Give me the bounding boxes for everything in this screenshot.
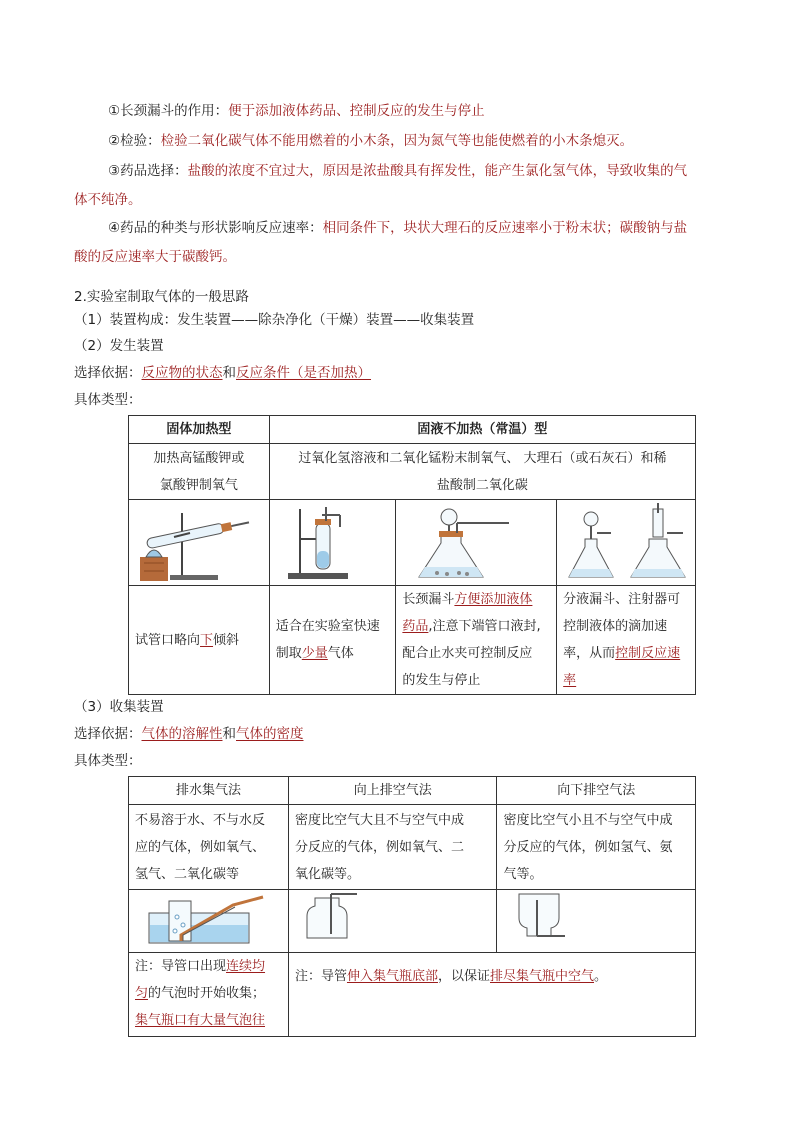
col-note-1-u1: 连续均 [226, 959, 266, 974]
gen-note-3-c: 配合止水夹可控制反应 [402, 646, 533, 661]
point-3-text-b: 体不纯净。 [74, 192, 142, 208]
gen-fig-1-cell [129, 500, 270, 586]
section-2-types-label: 具体类型： [74, 392, 142, 408]
col-note-2-b: ，以保证 [437, 969, 490, 984]
col-header-downward-air: 向下排空气法 [497, 777, 696, 805]
gen-note-1-b: 倾斜 [213, 632, 240, 648]
point-3-text-a: 盐酸的浓度不宜过大，原因是浓盐酸具有挥发性，能产生氯化氢气体，导致收集的气 [187, 163, 688, 179]
col-fig-3-cell [497, 890, 696, 953]
gen-note-1 [129, 586, 270, 695]
col-desc-1-a: 不易溶于水、不与水反 [135, 812, 266, 828]
gen-note-2-u: 少量 [301, 646, 328, 661]
gen-note-3-b: ,注意下端管口液封, [428, 619, 541, 634]
gen-note-3-u1: 方便添加液体 [454, 592, 533, 607]
col-header-water: 排水集气法 [129, 777, 289, 805]
col-note-2-a: 注：导管 [294, 969, 347, 984]
point-2-text: 检验二氧化碳气体不能用燃着的小木条，因为氮气等也能使燃着的小木条熄灭。 [160, 133, 634, 149]
gen-note-4 [557, 586, 696, 695]
gen-fig-3-cell [396, 500, 557, 586]
col-note-1-a: 注：导管口出现 [135, 959, 227, 974]
col-desc-3-a: 密度比空气小且不与空气中成 [503, 812, 673, 828]
point-3 [74, 157, 714, 215]
basis-label: 选择依据： [74, 365, 142, 381]
gen-note-2-a: 适合在实验室快速 [275, 619, 380, 634]
col-desc-1-b: 应的气体，例如氧气、 [135, 839, 266, 855]
col-note-2-u2: 排尽集气瓶中空气 [490, 969, 595, 984]
point-1-label: ①长颈漏斗的作用： [108, 103, 229, 119]
long-neck-funnel-flask-image [396, 503, 556, 583]
gen-note-3 [396, 586, 557, 695]
generation-table [128, 415, 696, 695]
section-3-types-label: 具体类型： [74, 753, 142, 769]
section-2-basis [74, 361, 371, 381]
gen-note-4-u2: 率 [563, 673, 577, 688]
col-desc-2 [288, 805, 497, 890]
col-note-1-u2: 匀 [135, 986, 149, 1001]
gen-note-3-d: 的发生与停止 [402, 673, 481, 688]
point-4 [74, 214, 714, 272]
col-desc-3 [497, 805, 696, 890]
gen-note-3-u2: 药品 [402, 619, 429, 634]
point-4-label: ④药品的种类与形状影响反应速率： [108, 220, 323, 236]
point-4-text-b: 酸的反应速率大于碳酸钙。 [74, 249, 236, 265]
col-note-1-u3: 集气瓶口有大量气泡往 [135, 1013, 266, 1028]
basis-a: 反应物的状态 [141, 365, 223, 381]
gen-note-4-u1: 控制反应速 [615, 646, 681, 661]
point-2-label: ②检验： [108, 133, 161, 149]
col-fig-1-cell [129, 890, 289, 953]
gen-fig-4-cell [557, 500, 696, 586]
basis-b: 反应条件（是否加热） [236, 365, 371, 381]
col-note-1 [129, 953, 289, 1037]
point-1 [108, 97, 708, 126]
gen-note-1-u: 下 [200, 632, 214, 648]
col-desc-2-c: 氧化碳等。 [294, 866, 360, 882]
col-note-2-u1: 伸入集气瓶底部 [346, 969, 438, 984]
col-note-2 [288, 953, 695, 1037]
section-2-item-1: （1）装置构成：发生装置——除杂净化（干燥）装置——收集装置 [74, 312, 475, 328]
point-3-label: ③药品选择： [108, 163, 188, 179]
col-fig-2-cell [288, 890, 497, 953]
gen-r1c2-line-b: 盐酸制二氧化碳 [436, 477, 528, 493]
section-3-item-3: （3）收集装置 [74, 699, 164, 715]
point-2 [108, 127, 708, 156]
col-basis-a: 气体的溶解性 [141, 726, 223, 742]
section-2-title: 2.实验室制取气体的一般思路 [74, 289, 249, 305]
test-tube-apparatus-image [270, 503, 396, 583]
col-desc-2-a: 密度比空气大且不与空气中成 [294, 812, 464, 828]
collection-table [128, 776, 696, 1037]
col-desc-1 [129, 805, 289, 890]
col-basis-b: 气体的密度 [236, 726, 304, 742]
gen-fig-2-cell [269, 500, 396, 586]
gen-r1c2 [269, 444, 695, 500]
col-note-1-b: 的气泡时开始收集； [148, 986, 266, 1001]
gen-note-4-b: 控制液体的滴加速 [563, 619, 668, 634]
downward-air-image [497, 890, 695, 952]
col-desc-1-c: 氢气、二氧化碳等 [135, 866, 240, 882]
col-desc-3-b: 分反应的气体，例如氢气、氨 [503, 839, 673, 855]
gen-note-2-b: 制取 [275, 646, 302, 661]
separatory-funnel-syringe-image [557, 503, 695, 583]
upward-air-image [289, 890, 497, 952]
basis-and: 和 [222, 365, 236, 381]
col-desc-2-b: 分反应的气体，例如氧气、二 [294, 839, 464, 855]
point-1-text: 便于添加液体药品、控制反应的发生与停止 [228, 103, 485, 119]
gen-r1c1-line-b: 氯酸钾制氧气 [159, 477, 238, 493]
section-3-basis [74, 722, 304, 742]
col-desc-3-c: 气等。 [503, 866, 543, 882]
col-note-2-c: 。 [594, 969, 608, 984]
gen-r1c1-line-a: 加热高锰酸钾或 [153, 450, 245, 466]
col-basis-label: 选择依据： [74, 726, 142, 742]
point-4-text-a: 相同条件下，块状大理石的反应速率小于粉末状；碳酸钠与盐 [322, 220, 688, 236]
col-basis-and: 和 [222, 726, 236, 742]
gen-note-2 [269, 586, 396, 695]
gen-note-4-c: 率，从而 [563, 646, 616, 661]
gen-r1c1 [129, 444, 270, 500]
water-displacement-image [129, 895, 288, 947]
gen-note-3-a: 长颈漏斗 [402, 592, 455, 607]
gen-note-2-c: 气体 [327, 646, 354, 661]
gen-header-solid-liquid: 固液不加热（常温）型 [269, 416, 695, 444]
col-header-upward-air: 向上排空气法 [288, 777, 497, 805]
gen-r1c2-line-a: 过氧化氢溶液和二氧化锰粉末制氧气、 大理石（或石灰石）和稀 [298, 450, 667, 466]
gen-header-solid-heat: 固体加热型 [129, 416, 270, 444]
heating-apparatus-image [129, 503, 269, 583]
section-2-item-2: （2）发生装置 [74, 338, 164, 354]
gen-note-1-a: 试管口略向 [135, 632, 201, 648]
gen-note-4-a: 分液漏斗、注射器可 [563, 592, 681, 607]
